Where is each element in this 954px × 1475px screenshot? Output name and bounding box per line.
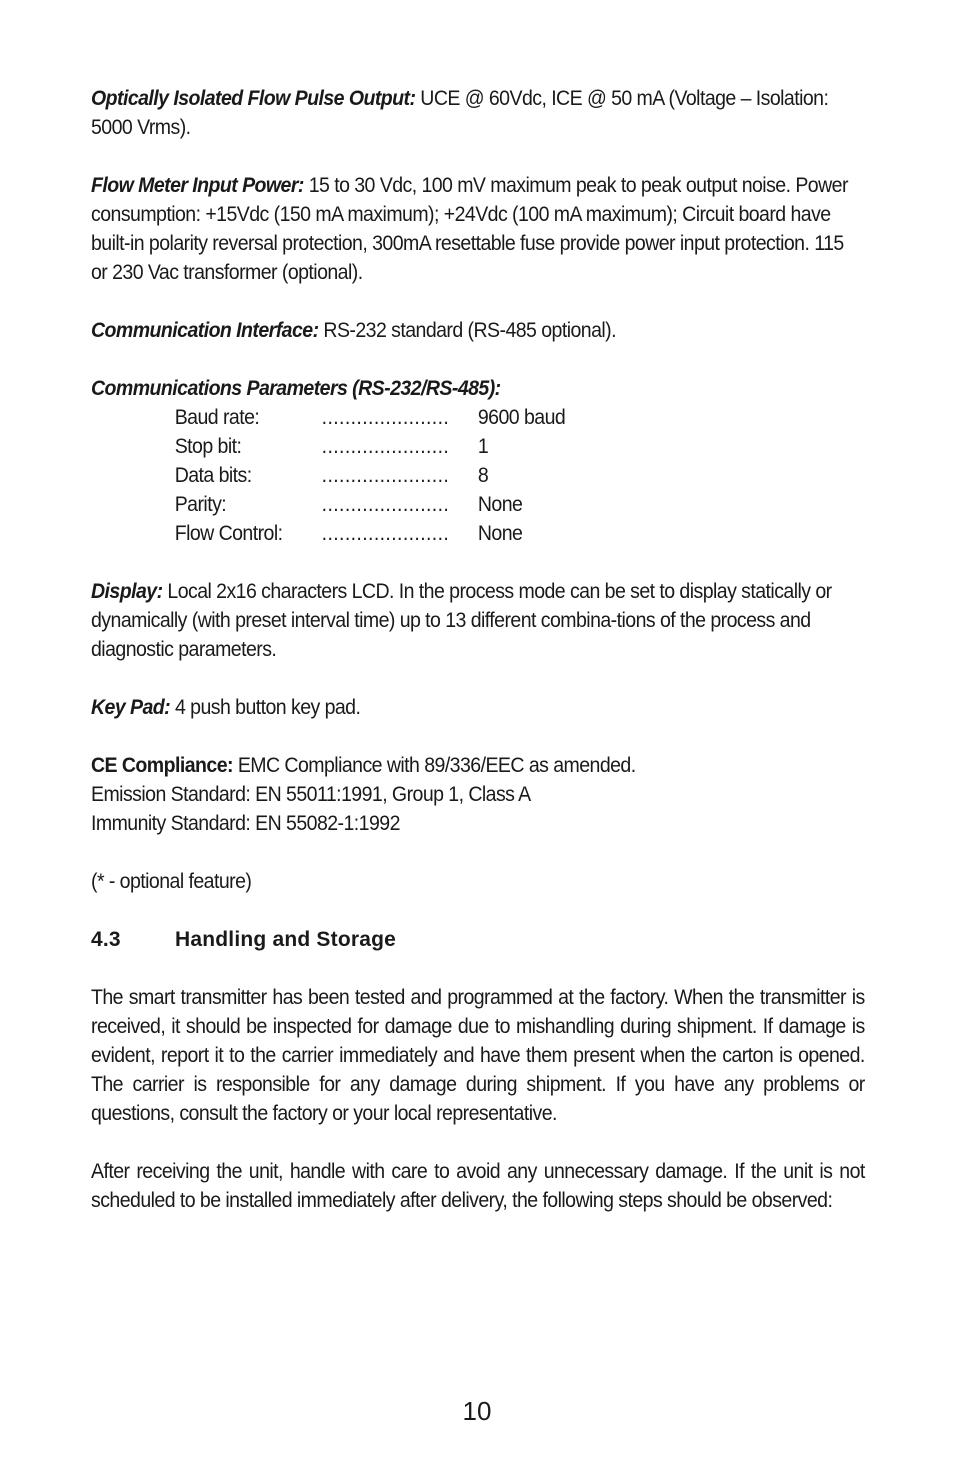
param-leader: ...................... [321, 406, 450, 429]
param-name: Data bits: [174, 464, 252, 487]
handling-paragraph-2: After receiving the unit, handle with care to avoid any unnecessary damage. If the unit is not scheduled to be installed immediately after delivery, the following steps should be observed: [91, 1160, 865, 1212]
param-row [91, 403, 865, 432]
param-leader: ...................... [321, 493, 450, 516]
spec-text: 4 push button key pad. [175, 696, 361, 719]
param-row [91, 519, 865, 548]
param-value: None [477, 493, 523, 516]
param-value: None [477, 522, 523, 545]
page-number: 10 [462, 1396, 492, 1426]
ce-emission: Emission Standard: EN 55011:1991, Group 1, Class A [91, 783, 531, 806]
spec-ce-compliance [91, 751, 865, 838]
param-name: Flow Control: [174, 522, 283, 545]
spec-comm-interface [91, 316, 865, 345]
spec-label: CE Compliance: [91, 754, 233, 777]
spec-comm-params [91, 374, 865, 548]
ce-immunity: Immunity Standard: EN 55082-1:1992 [91, 812, 400, 835]
param-row [91, 461, 865, 490]
param-leader: ...................... [321, 464, 450, 487]
spec-text: RS-232 standard (RS-485 optional). [323, 319, 616, 342]
param-leader: ...................... [321, 435, 450, 458]
comm-params-table [91, 403, 865, 548]
param-name: Parity: [174, 493, 227, 516]
spec-label: Communication Interface: [91, 319, 319, 342]
handling-paragraph-1: The smart transmitter has been tested and programmed at the factory. When the transmitter is received, it should be inspected for damage due to mishandling during shipment. If damage is evident, report it to the carrier immediately and have them present when the carton is opened. The carrier is responsible for any damage during shipment. If you have any problems or questions, consult the factory or your local representative. [91, 986, 865, 1125]
spec-label: Communications Parameters (RS-232/RS-485): [91, 377, 501, 400]
section-title: Handling and Storage [175, 928, 397, 951]
ce-line [91, 751, 865, 780]
spec-text: EMC Compliance with 89/336/EEC as amended. [237, 754, 636, 777]
optional-note: (* - optional feature) [91, 870, 252, 893]
spec-pulse-output [91, 84, 854, 142]
param-row [91, 432, 865, 461]
spec-label: Optically Isolated Flow Pulse Output: [91, 87, 416, 110]
document-page [91, 84, 865, 1244]
param-value: 9600 baud [477, 406, 566, 429]
spec-text: 15 to 30 Vdc, 100 mV maximum peak to peak output noise. Power consumption: +15Vdc (150 mA maximum); +24Vdc (100 mA maximum); Circuit board have built-in polarity reversal protection, 300mA resettable fuse provide power input protection. 115 or 230 Vac transformer (optional). [91, 174, 848, 284]
spec-label: Display: [91, 580, 163, 603]
spec-label: Key Pad: [91, 696, 171, 719]
param-row [91, 490, 865, 519]
section-heading [91, 925, 865, 954]
param-value: 1 [477, 435, 489, 458]
param-name: Stop bit: [174, 435, 242, 458]
spec-label: Flow Meter Input Power: [91, 174, 304, 197]
spec-display [91, 577, 854, 664]
param-value: 8 [477, 464, 489, 487]
spec-key-pad [91, 693, 865, 722]
section-number: 4.3 [91, 928, 121, 951]
param-name: Baud rate: [174, 406, 260, 429]
spec-input-power [91, 171, 854, 287]
spec-text: UCE @ 60Vdc, ICE @ 50 mA (Voltage – Isolation: 5000 Vrms). [91, 87, 829, 139]
param-leader: ...................... [321, 522, 450, 545]
spec-text: Local 2x16 characters LCD. In the process mode can be set to display statically or dynamically (with preset interval time) up to 13 different combina-tions of the process and diagnostic parameters. [91, 580, 832, 661]
